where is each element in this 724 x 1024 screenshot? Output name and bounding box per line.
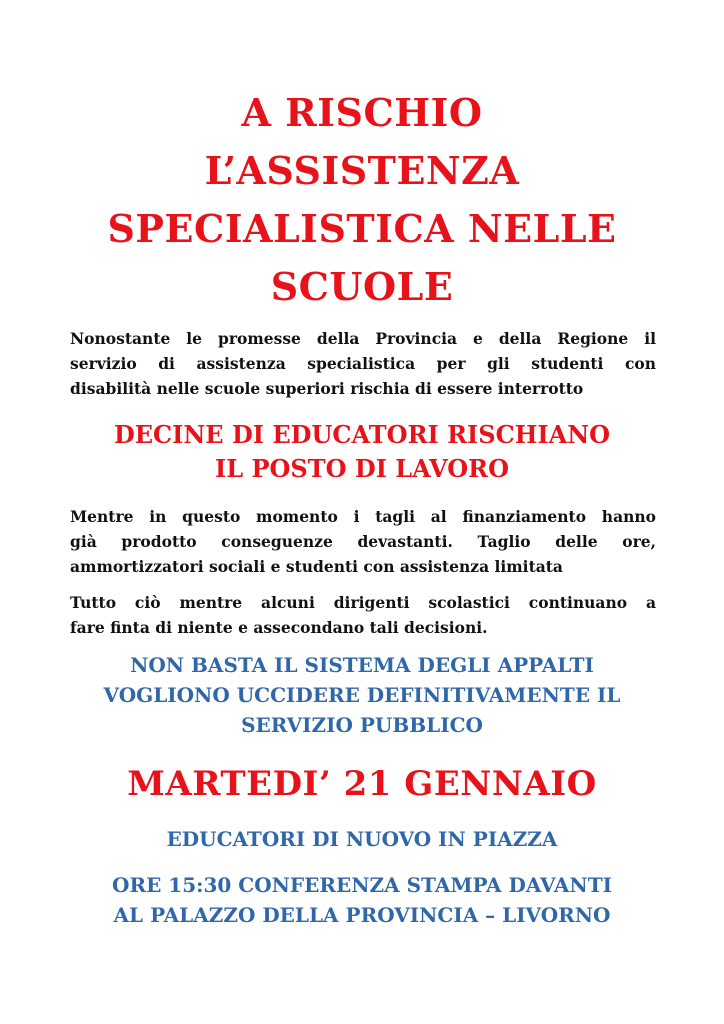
public-service-line-1: NON BASTA IL SISTEMA DEGLI APPALTI: [130, 653, 594, 677]
cuts-paragraph: [70, 504, 656, 579]
main-title: [0, 84, 724, 316]
workers-headline: [0, 418, 724, 486]
paragraph-line: già prodotto conseguenze devastanti. Taglio delle ore,: [70, 532, 656, 551]
paragraph-line: disabilità nelle scuole superiori rischia di essere interrotto: [70, 379, 584, 398]
title-line-4: SCUOLE: [270, 264, 454, 309]
paragraph-line: ammortizzatori sociali e studenti con assistenza limitata: [70, 557, 563, 576]
intro-paragraph: [70, 326, 656, 401]
paragraph-line: Tutto ciò mentre alcuni dirigenti scolastici continuano a: [70, 593, 656, 612]
paragraph-line: servizio di assistenza specialistica per gli studenti con: [70, 354, 656, 373]
press-conference: [0, 870, 724, 930]
paragraph-line: Nonostante le promesse della Provincia e della Regione il: [70, 329, 656, 348]
paragraph-line: Mentre in questo momento i tagli al finanziamento hanno: [70, 507, 656, 526]
press-conference-line-2: AL PALAZZO DELLA PROVINCIA – LIVORNO: [113, 903, 611, 927]
workers-headline-line-2: IL POSTO DI LAVORO: [215, 454, 509, 483]
public-service-block: [0, 650, 724, 740]
title-line-2: L’ASSISTENZA: [204, 148, 520, 193]
title-line-1: A RISCHIO: [241, 90, 483, 135]
public-service-line-3: SERVIZIO PUBBLICO: [241, 713, 483, 737]
paragraph-line: fare finta di niente e assecondano tali decisioni.: [70, 618, 488, 637]
educators-square: EDUCATORI DI NUOVO IN PIAZZA: [166, 827, 558, 851]
managers-paragraph: [70, 590, 656, 640]
event-date: MARTEDI’ 21 GENNAIO: [127, 764, 597, 804]
press-conference-line-1: ORE 15:30 CONFERENZA STAMPA DAVANTI: [112, 873, 612, 897]
public-service-line-2: VOGLIONO UCCIDERE DEFINITIVAMENTE IL: [103, 683, 621, 707]
title-line-3: SPECIALISTICA NELLE: [107, 206, 617, 251]
workers-headline-line-1: DECINE DI EDUCATORI RISCHIANO: [113, 420, 611, 449]
